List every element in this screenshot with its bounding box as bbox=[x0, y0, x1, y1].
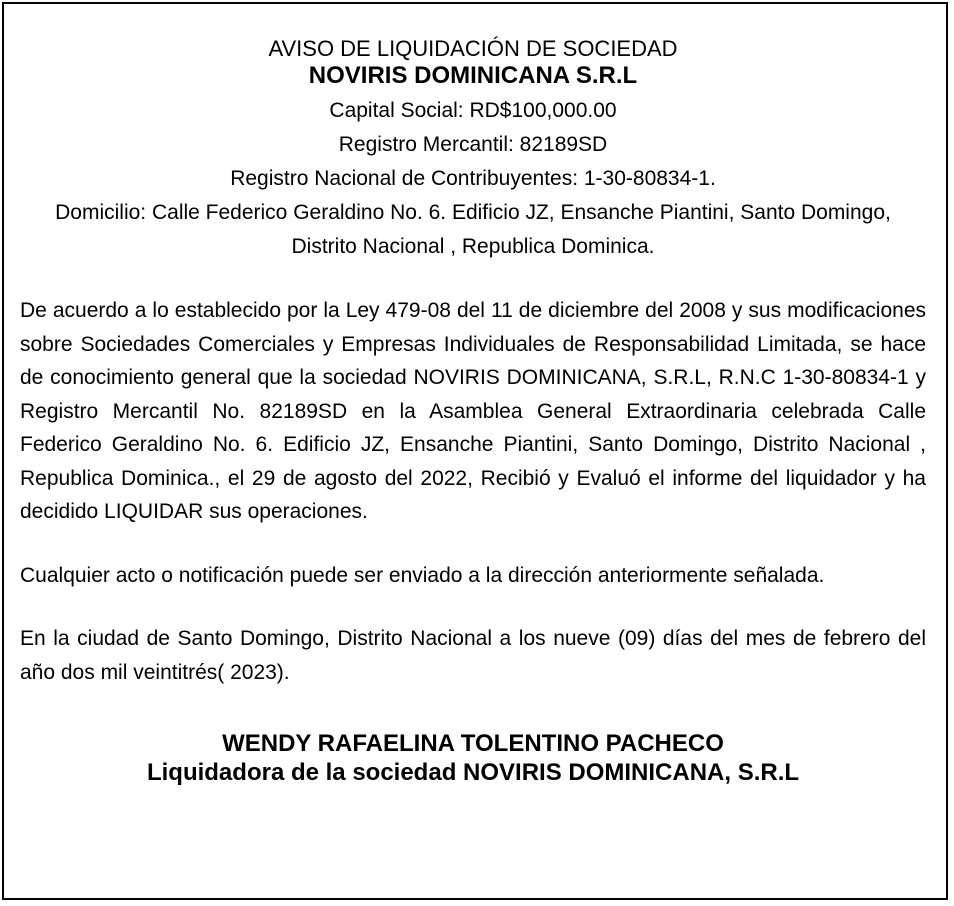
registro-mercantil: Registro Mercantil: 82189SD bbox=[338, 133, 608, 156]
domicilio: Domicilio: Calle Federico Geraldino No. 6. Edificio JZ, Ensanche Piantini, Santo Domingo, Distrito Nacional , Republica Dominica. bbox=[55, 201, 891, 258]
notice-header bbox=[20, 36, 926, 264]
body-paragraph-1: De acuerdo a lo establecido por la Ley 479-08 del 11 de diciembre del 2008 y sus modificaciones sobre Sociedades Comerciales y Empresas Individuales de Responsabilidad Limitada, se hace de conocimiento general que la sociedad NOVIRIS DOMINICANA, S.R.L, R.N.C 1-30-80834-1 y Registro Mercantil No. 82189SD en la Asamblea General Extraordinaria celebrada Calle Federico Geraldino No. 6. Edificio JZ, Ensanche Piantini, Santo Domingo, Distrito Nacional , Republica Dominica., el 29 de agosto del 2022, Recibió y Evaluó el informe del liquidador y ha decidido LIQUIDAR sus operaciones. bbox=[20, 299, 926, 523]
notice-title: AVISO DE LIQUIDACIÓN DE SOCIEDAD bbox=[268, 36, 678, 61]
signatory-name: WENDY RAFAELINA TOLENTINO PACHECO bbox=[222, 730, 724, 757]
signatory-role: Liquidadora de la sociedad NOVIRIS DOMINICANA, S.R.L bbox=[146, 759, 800, 786]
company-name: NOVIRIS DOMINICANA S.R.L bbox=[308, 62, 638, 89]
body-paragraph-2: Cualquier acto o notificación puede ser enviado a la dirección anteriormente señalada. bbox=[20, 563, 825, 587]
notice-content bbox=[20, 36, 926, 787]
capital-social: Capital Social: RD$100,000.00 bbox=[329, 99, 617, 122]
rnc-line: Registro Nacional de Contribuyentes: 1-30-80834-1. bbox=[230, 167, 716, 190]
signature-block bbox=[20, 729, 926, 787]
body-paragraph-3: En la ciudad de Santo Domingo, Distrito Nacional a los nueve (09) días del mes de febrero del año dos mil veintitrés( 2023). bbox=[20, 627, 926, 684]
